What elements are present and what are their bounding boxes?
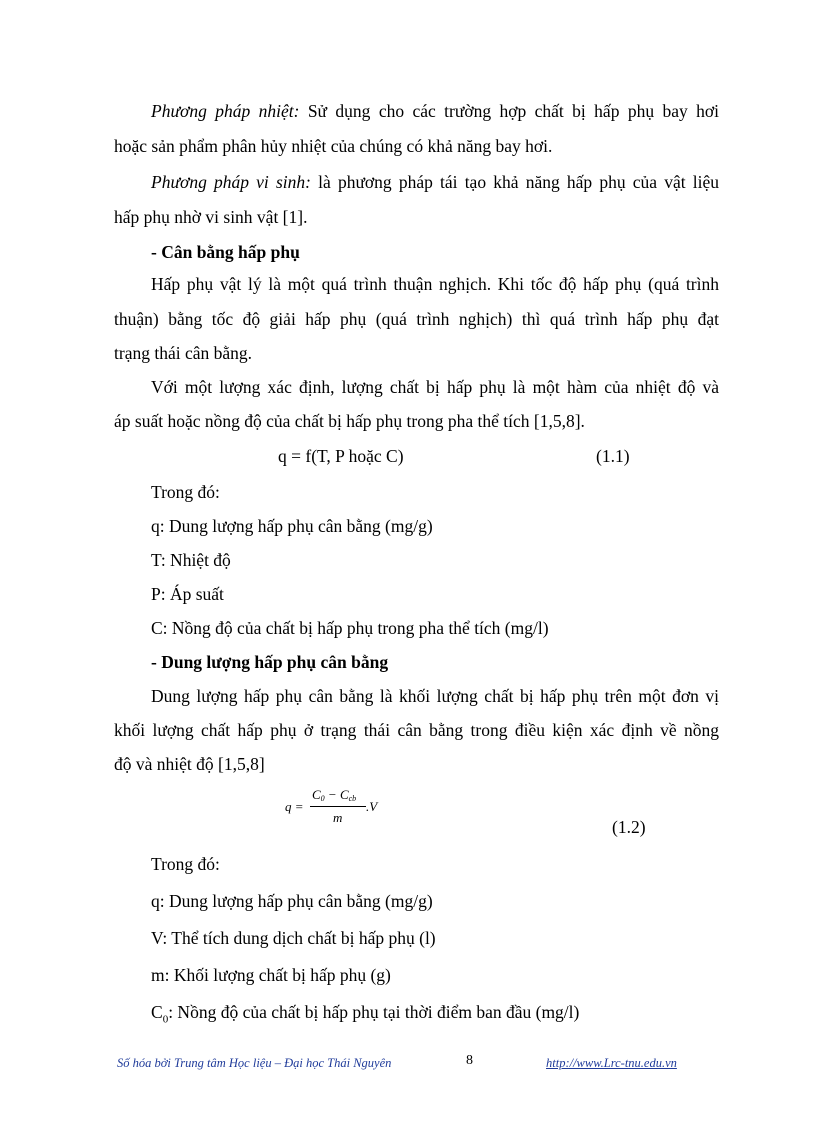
paragraph-physical-adsorption-line3: trạng thái cân bằng. <box>114 343 253 363</box>
equation-1-2-numerator <box>312 787 356 803</box>
paragraph-physical-adsorption-line2: thuận) bằng tốc độ giải hấp phụ (quá trình nghịch) thì quá trình hấp phụ đạt <box>114 309 719 329</box>
definition-t: T: Nhiệt độ <box>151 550 231 570</box>
footer-digitized-by: Số hóa bởi Trung tâm Học liệu – Đại học Thái Nguyên <box>117 1056 392 1070</box>
ccb-subscript: cb <box>348 794 357 803</box>
section-heading-capacity: - Dung lượng hấp phụ cân bằng <box>151 652 389 672</box>
minus-sign: − <box>324 787 340 802</box>
paragraph-bio-method-line1 <box>114 171 719 193</box>
ccb-symbol: C <box>339 787 349 802</box>
paragraph-capacity-line2: khối lượng chất hấp phụ ở trạng thái cân bằng trong điều kiện xác định về nồng <box>114 720 719 740</box>
footer-website-link[interactable]: http://www.Lrc-tnu.edu.vn <box>546 1056 677 1070</box>
definition-q: q: Dung lượng hấp phụ cân bằng (mg/g) <box>151 516 433 536</box>
c0-def-symbol: C <box>151 1002 163 1022</box>
where-label-1: Trong đó: <box>151 482 220 502</box>
definition-c: C: Nồng độ của chất bị hấp phụ trong pha thể tích (mg/l) <box>151 618 549 638</box>
paragraph-function-line1: Với một lượng xác định, lượng chất bị hấp phụ là một hàm của nhiệt độ và <box>151 377 719 397</box>
definition-p: P: Áp suất <box>151 584 224 604</box>
c0-subscript: 0 <box>320 794 325 803</box>
paragraph-thermal-method-line2: hoặc sản phẩm phân hủy nhiệt của chúng có khả năng bay hơi. <box>114 136 553 156</box>
fraction-bar <box>310 806 366 807</box>
c0-def-text: : Nồng độ của chất bị hấp phụ tại thời điểm ban đầu (mg/l) <box>168 1002 580 1022</box>
paragraph-thermal-method-line1 <box>114 100 719 122</box>
bio-method-text: là phương pháp tái tạo khả năng hấp phụ của vật liệu <box>310 172 719 192</box>
equation-1-2-times-v: .V <box>366 799 378 814</box>
equation-1-2-number: (1.2) <box>612 817 646 837</box>
c0-symbol: C <box>312 787 321 802</box>
paragraph-bio-method-line2: hấp phụ nhờ vi sinh vật [1]. <box>114 207 308 227</box>
definition-q-2: q: Dung lượng hấp phụ cân bằng (mg/g) <box>151 891 433 911</box>
equation-1-1: q = f(T, P hoặc C) <box>278 446 404 466</box>
equation-1-2-denominator: m <box>333 810 343 825</box>
paragraph-capacity-line1: Dung lượng hấp phụ cân bằng là khối lượng chất bị hấp phụ trên một đơn vị <box>151 686 719 706</box>
equation-1-1-number: (1.1) <box>596 446 630 466</box>
thermal-method-text: Sử dụng cho các trường hợp chất bị hấp phụ bay hơi <box>299 101 719 121</box>
page-number: 8 <box>466 1053 473 1068</box>
definition-c0 <box>151 1001 579 1031</box>
bio-method-label: Phương pháp vi sinh: <box>151 172 311 192</box>
paragraph-function-line2: áp suất hoặc nồng độ của chất bị hấp phụ trong pha thể tích [1,5,8]. <box>114 411 585 431</box>
equation-1-2-lhs: q = <box>285 799 304 814</box>
thermal-method-label: Phương pháp nhiệt: <box>151 101 300 121</box>
c0-def-subscript: 0 <box>162 1013 169 1026</box>
definition-v: V: Thể tích dung dịch chất bị hấp phụ (l) <box>151 928 436 948</box>
definition-m: m: Khối lượng chất bị hấp phụ (g) <box>151 965 391 985</box>
section-heading-equilibrium: - Cân bằng hấp phụ <box>151 242 300 262</box>
where-label-2: Trong đó: <box>151 854 220 874</box>
paragraph-physical-adsorption-line1: Hấp phụ vật lý là một quá trình thuận nghịch. Khi tốc độ hấp phụ (quá trình <box>151 274 719 294</box>
paragraph-capacity-line3: độ và nhiệt độ [1,5,8] <box>114 754 265 774</box>
